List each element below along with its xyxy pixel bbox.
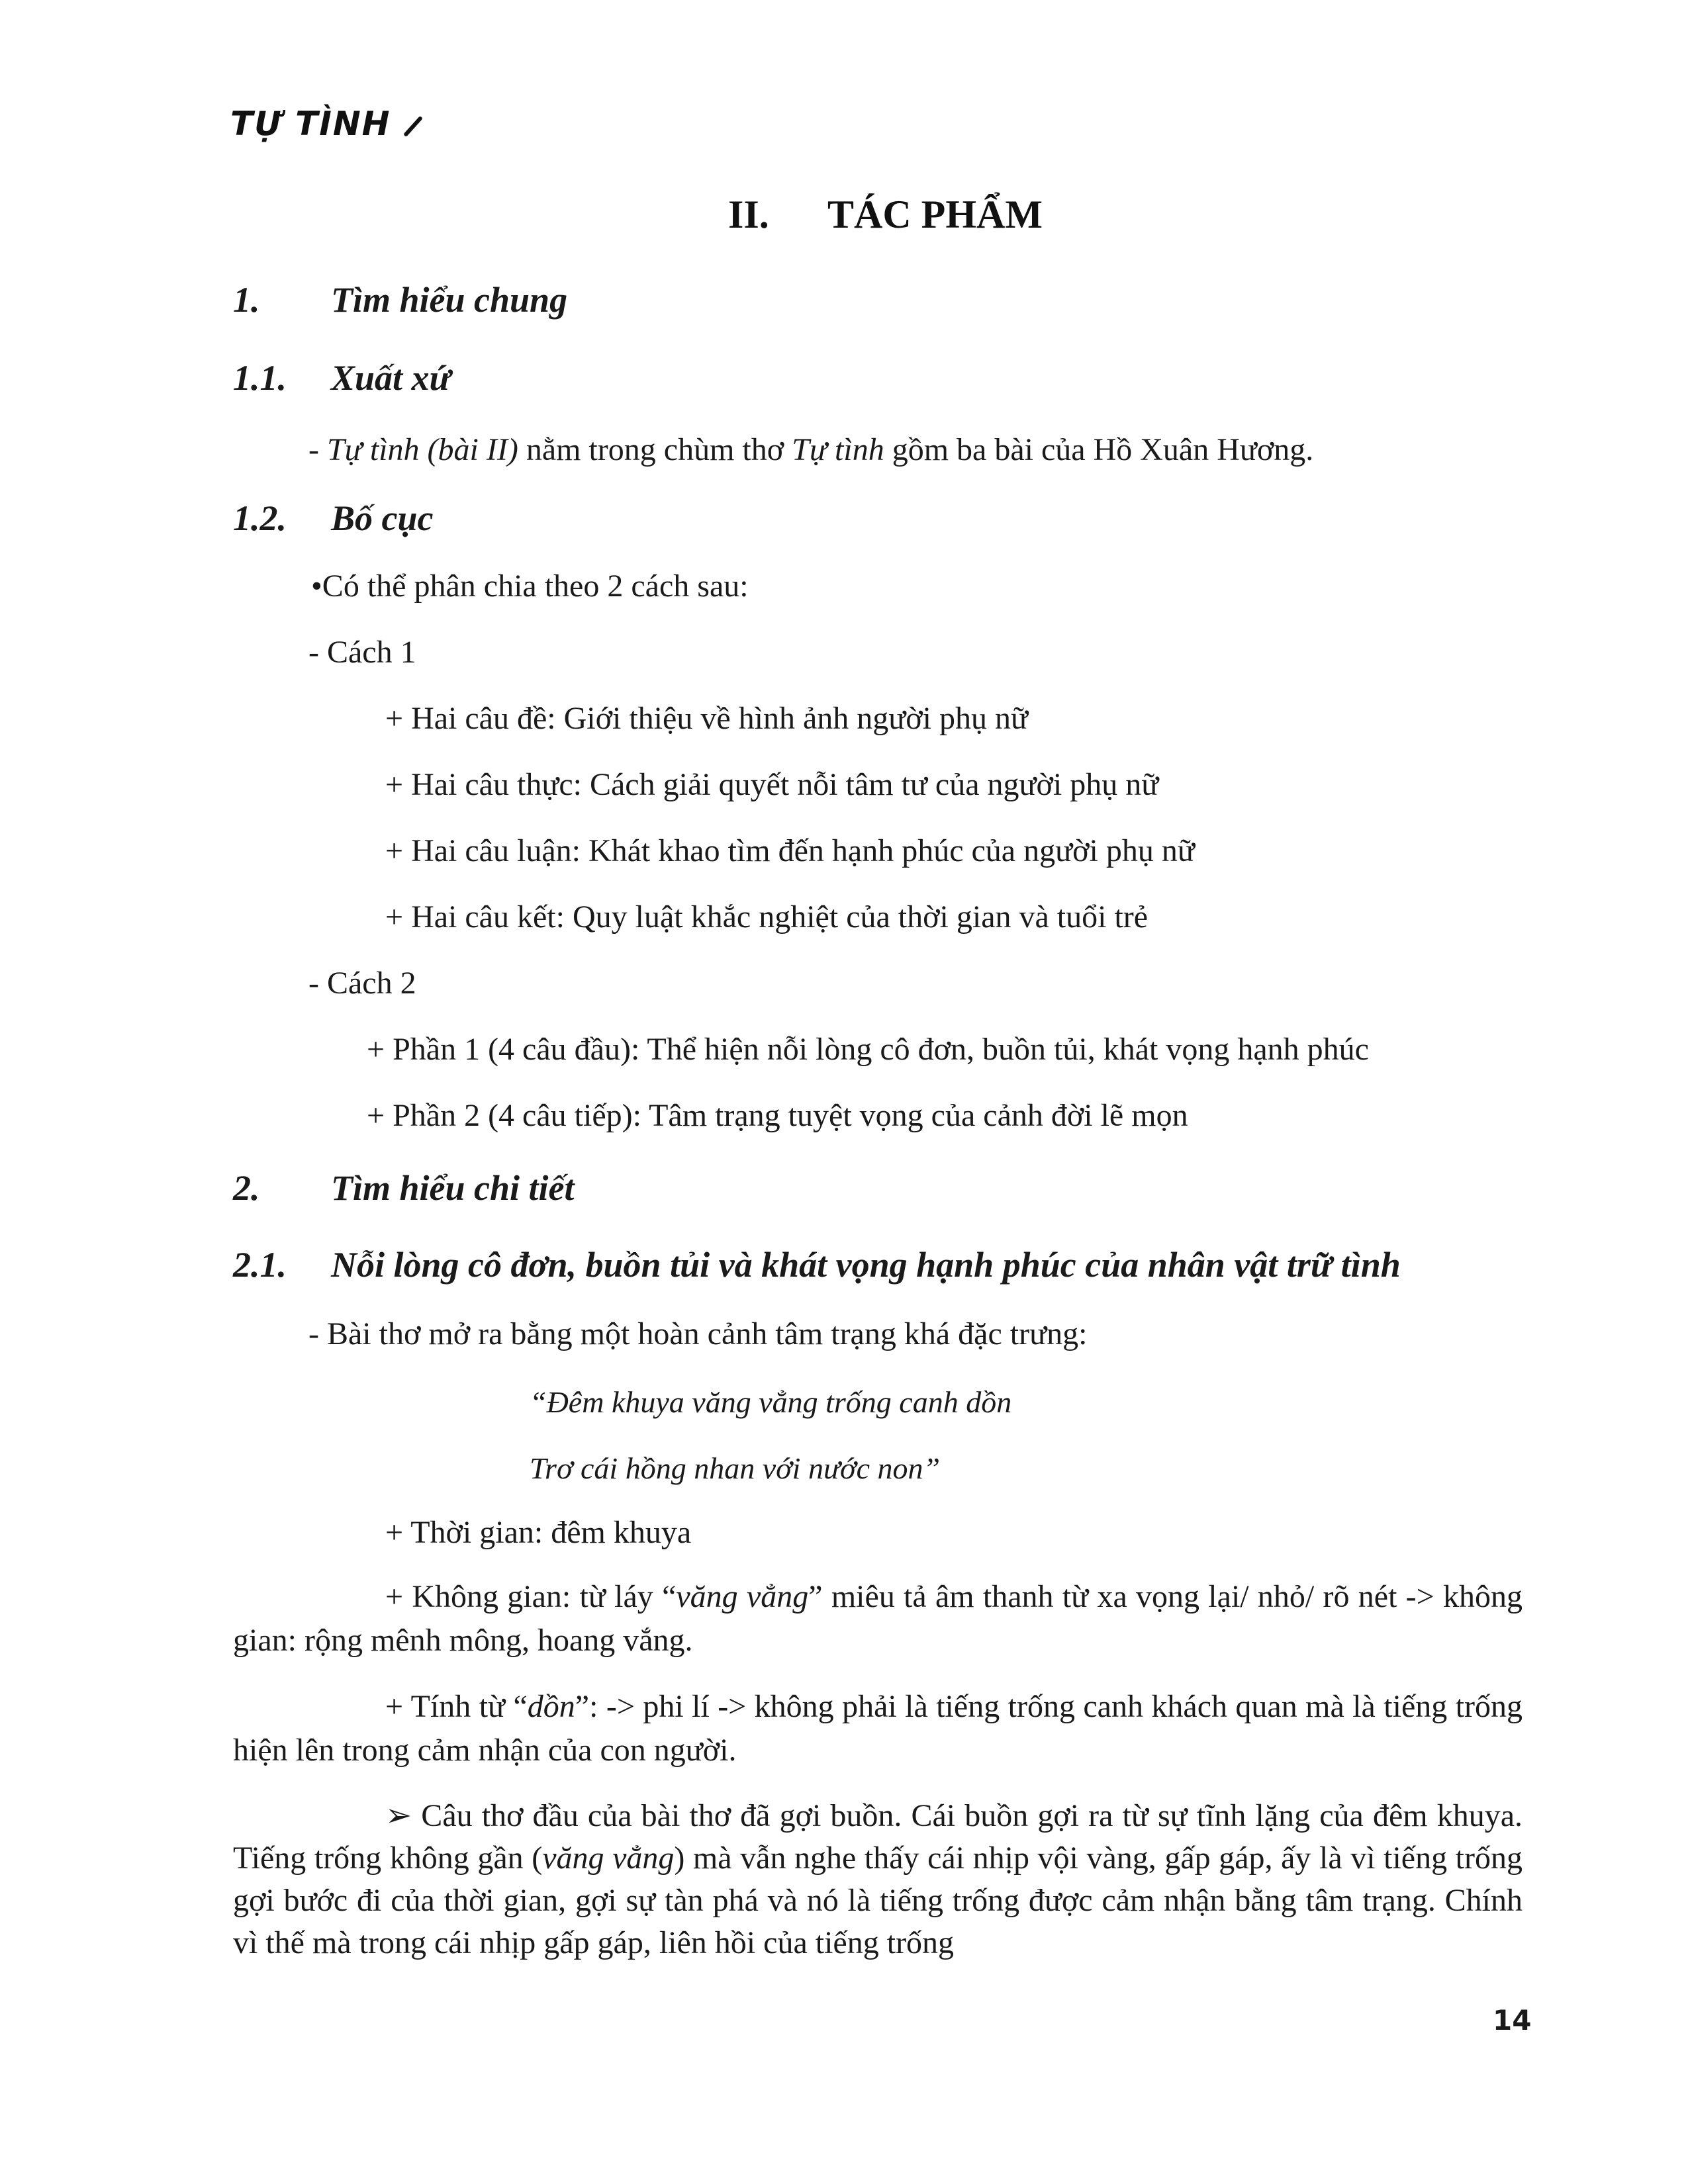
running-header <box>230 105 426 143</box>
section-2-1-number: 2.1. <box>233 1245 287 1285</box>
layout-intro: •Có thể phân chia theo 2 cách sau: <box>311 569 749 604</box>
section-1-2-title: Bố cục <box>331 498 434 538</box>
way-1-item: + Hai câu thực: Cách giải quyết nỗi tâm tư của người phụ nữ <box>385 767 1159 802</box>
origin-mid: nằm trong chùm thơ <box>518 432 792 467</box>
way-1-label: - Cách 1 <box>308 635 416 670</box>
origin-dash: - <box>308 432 327 467</box>
detail-intro: - Bài thơ mở ra bằng một hoàn cảnh tâm trạng khá đặc trưng: <box>308 1316 1088 1351</box>
verse-line: Trơ cái hồng nhan với nước non” <box>530 1451 941 1485</box>
section-1-2-number: 1.2. <box>233 498 287 538</box>
section-2-title: Tìm hiểu chi tiết <box>331 1168 575 1208</box>
part-title-number: II. <box>728 193 769 236</box>
arrow-bullet-icon: ➢ <box>385 1798 412 1833</box>
section-2-number: 2. <box>233 1168 260 1208</box>
section-1-1-number: 1.1. <box>233 358 287 398</box>
page-number: 14 <box>1493 2004 1532 2036</box>
origin-end: gồm ba bài của Hồ Xuân Hương. <box>884 432 1314 467</box>
space-paragraph: + Không gian: từ láy “văng vẳng” miêu tả âm thanh từ xa vọng lại/ nhỏ/ rõ nét -> không gian: rộng mênh mông, hoang vắng. <box>233 1579 1523 1658</box>
origin-title-2: Tự tình <box>792 432 884 467</box>
way-2-item: + Phần 2 (4 câu tiếp): Tâm trạng tuyệt vọng của cảnh đời lẽ mọn <box>367 1098 1188 1133</box>
section-1-1-title: Xuất xứ <box>331 358 451 398</box>
origin-title-1: Tự tình (bài II) <box>326 432 518 467</box>
time-line: + Thời gian: đêm khuya <box>385 1515 692 1550</box>
way-2-label: - Cách 2 <box>308 966 416 1001</box>
way-1-item: + Hai câu đề: Giới thiệu về hình ảnh người phụ nữ <box>385 701 1029 736</box>
pencil-mark-icon <box>403 115 423 136</box>
conclusion-paragraph: ➢ Câu thơ đầu của bài thơ đã gợi buồn. Cái buồn gợi ra từ sự tĩnh lặng của đêm khuya. Tiếng trống không gần (văng vẳng) mà vẫn nghe thấy cái nhịp vội vàng, gấp gáp, ấy là vì tiếng trống gợi bước đi của thời gian, gợi sự tàn phá và nó là tiếng trống được cảm nhận bằng tâm trạng. Chính vì thế mà trong cái nhịp gấp gáp, liên hồi của tiếng trống <box>233 1798 1523 1960</box>
origin-line <box>308 434 1313 466</box>
way-1-item: + Hai câu luận: Khát khao tìm đến hạnh phúc của người phụ nữ <box>385 833 1195 868</box>
section-1-number: 1. <box>233 280 260 320</box>
section-2-1-title: Nỗi lòng cô đơn, buồn tủi và khát vọng hạnh phúc của nhân vật trữ tình <box>331 1245 1401 1285</box>
way-1-item: + Hai câu kết: Quy luật khắc nghiệt của thời gian và tuổi trẻ <box>385 899 1149 934</box>
way-2-item: + Phần 1 (4 câu đầu): Thể hiện nỗi lòng cô đơn, buồn tủi, khát vọng hạnh phúc <box>367 1032 1369 1067</box>
section-1-title: Tìm hiểu chung <box>331 280 568 320</box>
adjective-paragraph: + Tính từ “dồn”: -> phi lí -> không phải là tiếng trống canh khách quan mà là tiếng trống hiện lên trong cảm nhận của con người. <box>233 1689 1523 1768</box>
running-header-text: TỰ TÌNH <box>230 105 391 143</box>
verse-line: “Đêm khuya văng vẳng trống canh dồn <box>530 1385 1012 1419</box>
part-title-text: TÁC PHẨM <box>827 193 1043 236</box>
